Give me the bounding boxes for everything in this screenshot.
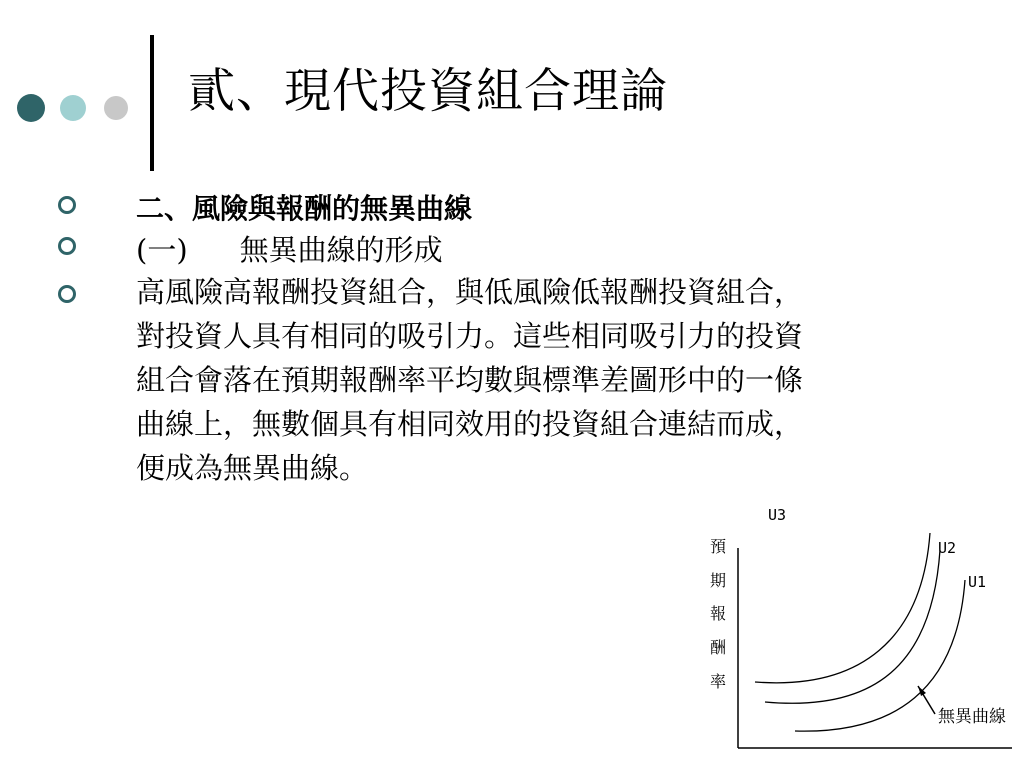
curve-label-u3: U3 — [768, 506, 787, 524]
y-axis-label-char: 率 — [709, 672, 727, 691]
bullet-paragraph — [136, 270, 803, 490]
decor-dot-light — [60, 95, 86, 121]
bullet-icon — [58, 237, 76, 255]
decor-dot-gray — [104, 96, 128, 120]
bullet-subheading — [136, 228, 443, 269]
annotation-label: 無異曲線 — [938, 707, 1006, 727]
y-axis-label-char: 預 — [709, 537, 727, 556]
paragraph-line: 高風險高報酬投資組合，與低風險低報酬投資組合， — [136, 275, 804, 309]
paragraph-line: 便成為無異曲線。 — [136, 451, 369, 485]
paragraph-line: 曲線上，無數個具有相同效用的投資組合連結而成， — [136, 407, 804, 441]
subheading-label: (一) — [136, 233, 188, 267]
bullet-heading: 二、風險與報酬的無異曲線 — [136, 192, 473, 225]
curve-u2 — [765, 550, 940, 703]
subheading-text: 無異曲線的形成 — [239, 233, 443, 267]
bullet-icon — [58, 285, 76, 303]
curve-label-u1: U1 — [968, 573, 987, 591]
y-axis-label-char: 酬 — [709, 638, 727, 657]
paragraph-line: 對投資人具有相同的吸引力。這些相同吸引力的投資 — [136, 319, 804, 353]
curve-label-u2: U2 — [938, 539, 957, 557]
paragraph-line: 組合會落在預期報酬率平均數與標準差圖形中的一條 — [136, 363, 804, 397]
decor-dot-dark — [17, 94, 45, 122]
y-axis-label-char: 期 — [709, 571, 727, 590]
bullet-icon — [58, 196, 76, 214]
indifference-curve-diagram — [690, 500, 1024, 762]
slide-title: 貳、現代投資組合理論 — [188, 64, 668, 119]
title-divider — [150, 35, 154, 171]
y-axis-label-char: 報 — [709, 604, 727, 623]
